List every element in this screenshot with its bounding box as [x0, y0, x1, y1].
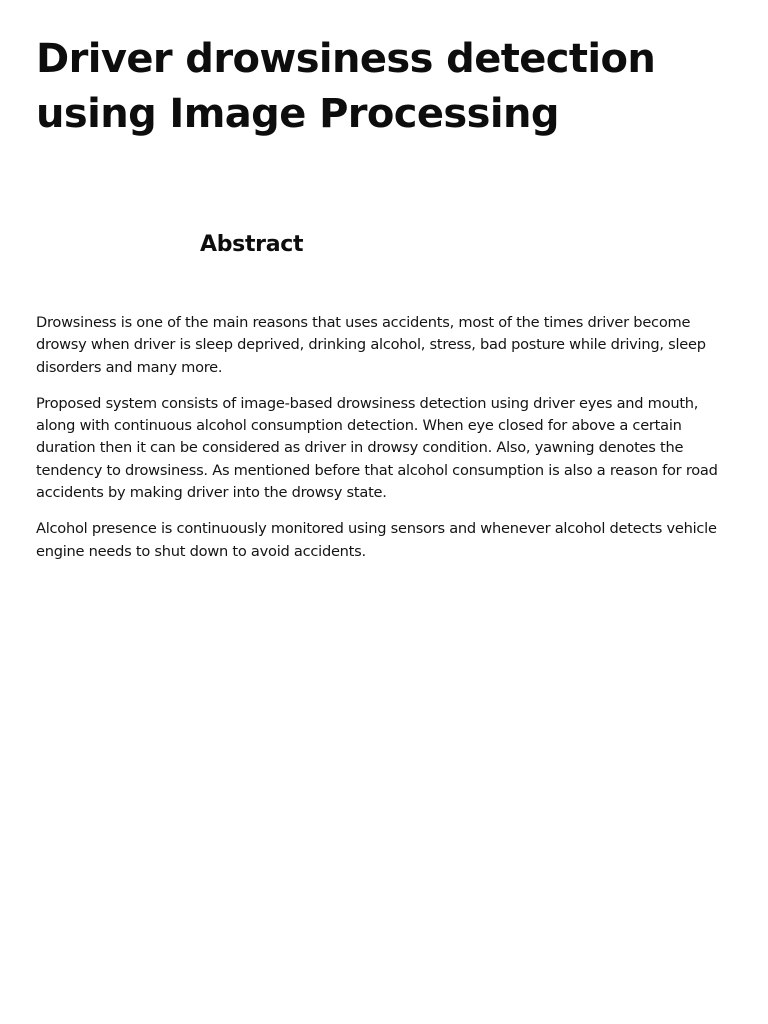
abstract-body: [36, 312, 736, 577]
document-title: Driver drowsiness detection using Image Processing: [36, 36, 656, 137]
abstract-paragraph: Drowsiness is one of the main reasons that uses accidents, most of the times driver become drowsy when driver is sleep deprived, drinking alcohol, stress, bad posture while driving, sleep disorders and many more.: [36, 314, 706, 376]
abstract-paragraph: Proposed system consists of image-based drowsiness detection using driver eyes and mouth, along with continuous alcohol consumption detection. When eye closed for above a certain duration then it can be considered as driver in drowsy condition. Also, yawning denotes the tendency to drowsiness. As mentioned before that alcohol consumption is also a reason for road accidents by making driver into the drowsy state.: [36, 394, 718, 502]
abstract-heading: Abstract: [200, 232, 304, 257]
abstract-paragraph: Alcohol presence is continuously monitored using sensors and whenever alcohol detects vehicle engine needs to shut down to avoid accidents.: [36, 520, 717, 560]
